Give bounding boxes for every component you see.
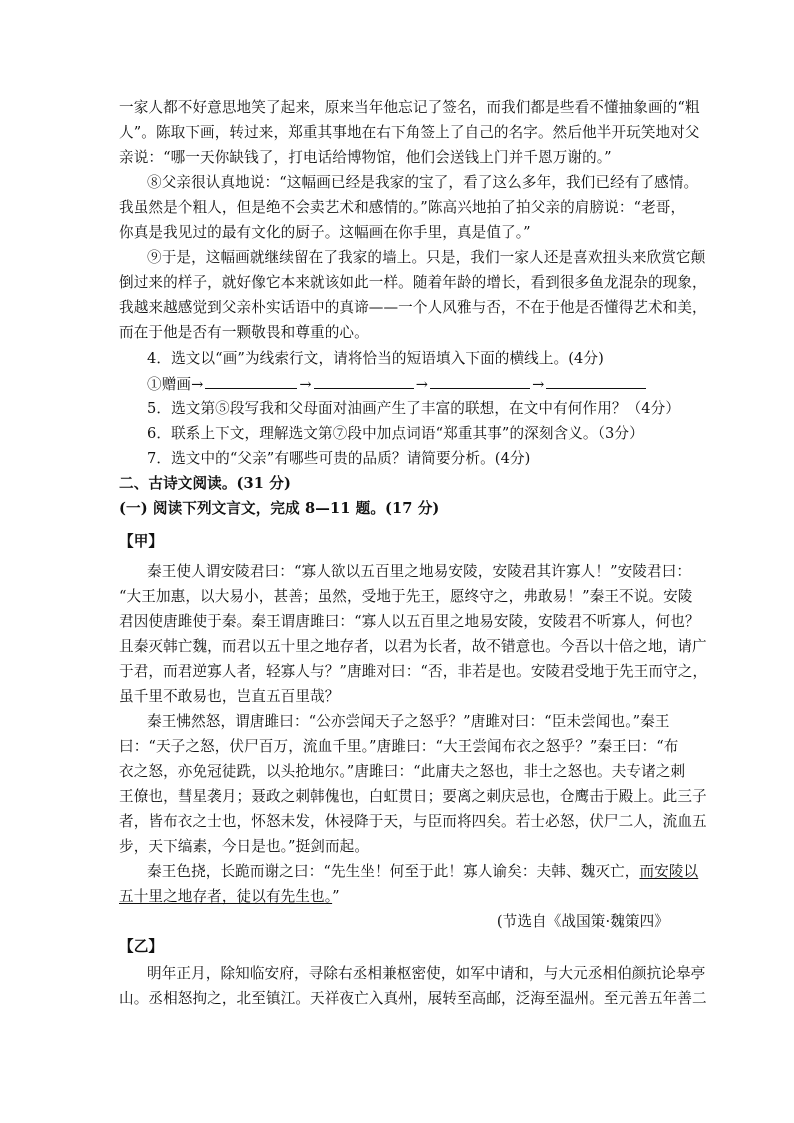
classical-line: 王僚也，彗星袭月；聂政之刺韩傀也，白虹贯日；要离之刺庆忌也，仓鹰击于殿上。此三子 [119,788,707,805]
source-citation: (节选自《战国策·魏策四》 [496,913,669,930]
question-6: 6．联系上下文，理解选文第⑦段中加点词语“郑重其事”的深刻含义。（3分） [147,425,644,442]
classical-line: “大王加惠，以大易小，甚善；虽然，受地于先王，愿终守之，弗敢易！”秦王不说。安陵 [119,588,693,605]
classical-line: 君因使唐雎使于秦。秦王谓唐雎曰：“寡人以五百里之地易安陵，安陵君不听寡人，何也？ [119,613,700,630]
passage-line: 倒过来的样子，就好像它本来就该如此一样。随着年龄的增长，看到很多鱼龙混杂的现象， [119,274,707,291]
classical-line [119,887,679,907]
classical-line: 秦王使人谓安陵君曰：“寡人欲以五百里之地易安陵，安陵君其许寡人！”安陵君曰： [147,563,692,580]
text-jia-label: 【甲】 [119,533,164,550]
arrow-1: → [299,376,312,393]
classical-line: 曰：“天子之怒，伏尸百万，流血千里。”唐雎曰：“大王尝闻布衣之怒乎？”秦王曰：“布 [119,738,679,755]
question-4-blanks [147,374,707,395]
answer-blank-1[interactable] [205,374,297,389]
classical-line: 者，皆布衣之士也，怀怒未发，休祲降于天，与臣而将四矣。若士必怒，伏尸二人，流血五 [119,813,707,830]
passage-line: 我虽然是个粗人，但是绝不会卖艺术和感情的。”陈高兴地拍了拍父亲的肩膀说：“老哥， [119,199,686,216]
section-subheading: (一) 阅读下列文言文，完成 8—11 题。(17 分) [119,500,440,517]
underlined-sentence: 五十里之地存者，徒以有先生也。 [119,888,333,905]
question-7: 7．选文中的“父亲”有哪些可贵的品质？请简要分析。(4分) [147,450,531,467]
answer-blank-3[interactable] [430,374,530,389]
classical-line: 于君，而君逆寡人者，轻寡人与？”唐雎对曰：“否，非若是也。安陵君受地于先王而守之， [119,663,708,680]
classical-text: 秦王色挠，长跪而谢之曰：“先生坐！何至于此！寡人谕矣：夫韩、魏灭亡， [147,863,640,880]
blank-start-label: ①赠画→ [147,376,204,393]
text-yi-label: 【乙】 [119,938,164,955]
section-heading: 二、古诗文阅读。(31 分) [119,475,291,492]
classical-line [147,862,707,882]
underlined-sentence: 而安陵以 [639,863,699,880]
passage-line: 你真是我见过的最有文化的厨子。这幅画在你手里，真是值了。” [119,224,531,241]
passage-line: 我越来越感觉到父亲朴实话语中的真谛——一个人风雅与否，不在于他是否懂得艺术和美， [119,299,707,316]
classical-line: 山。丞相怒拘之，北至镇江。天祥夜亡入真州，展转至高邮，泛海至温州。至元善五年善二 [119,990,707,1007]
classical-line: 衣之怒，亦免冠徒跣，以头抢地尔。”唐雎曰：“此庸夫之怒也，非士之怒也。夫专诸之刺 [119,763,686,780]
paragraph-9: ⑨于是，这幅画就继续留在了我家的墙上。只是，我们一家人还是喜欢扭头来欣赏它颠 [147,249,706,266]
answer-blank-2[interactable] [314,374,414,389]
arrow-2: → [415,376,429,393]
answer-blank-4[interactable] [546,374,646,389]
classical-line: 且秦灭韩亡魏，而君以五十里之地存者，以君为长者，故不错意也。今吾以十倍之地，请广 [119,638,707,655]
question-5: 5．选文第⑤段写我和父母面对油画产生了丰富的联想，在文中有何作用？（4分） [147,400,681,417]
passage-line: 而在于他是否有一颗敬畏和尊重的心。 [119,324,369,341]
arrow-3: → [532,376,545,393]
classical-line: 步，天下缟素，今日是也。”挺剑而起。 [119,838,370,855]
passage-line: 亲说：“哪一天你缺钱了，打电话给博物馆，他们会送钱上门并千恩万谢的。” [119,149,612,166]
classical-line: 虽千里不敢易也，岂直五百里哉？ [119,688,340,705]
question-4: 4．选文以“画”为线索行文，请将恰当的短语填入下面的横线上。(4分) [147,350,604,367]
passage-line: 一家人都不好意思地笑了起来，原来当年他忘记了签名，而我们都是些看不懂抽象画的“粗 [119,99,700,116]
classical-line: 秦王怫然怒，谓唐雎曰：“公亦尝闻天子之怒乎？”唐雎对曰：“臣未尝闻也。”秦王 [147,713,670,730]
passage-line: 人”。陈取下画，转过来，郑重其事地在右下角签上了自己的名字。然后他半开玩笑地对父 [119,124,700,141]
paragraph-8: ⑧父亲很认真地说：“这幅画已经是我家的宝了，看了这么多年，我们已经有了感情。 [147,174,699,191]
classical-line: 明年正月，除知临安府，寻除右丞相兼枢密使，如军中请和，与大元丞相伯颜抗论皋亭 [147,965,706,982]
closing-quote: ” [332,888,340,905]
